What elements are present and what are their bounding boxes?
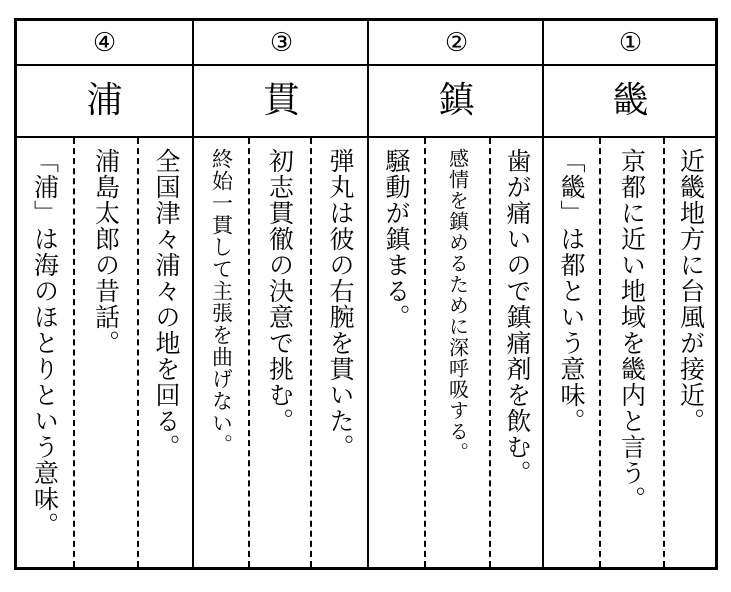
sentence-text: 初志貫徹の決意で挑む。 (265, 148, 295, 434)
sentence-column (248, 138, 310, 567)
sentence-column (489, 138, 544, 567)
section-number: ③ (194, 21, 369, 66)
section-number: ① (544, 21, 717, 66)
section-kanji: 浦 (17, 66, 192, 138)
sentence-text: 「浦」は海のほとりという意味。 (30, 148, 60, 538)
sentence-text: 騒動が鎮まる。 (382, 148, 411, 330)
sentence-text: 近畿地方に台風が接近。 (676, 148, 706, 434)
sentence-column (599, 138, 663, 567)
sentence-column (544, 138, 599, 567)
sentence-column (17, 138, 73, 567)
sentence-column (424, 138, 489, 567)
section-2 (367, 21, 544, 567)
section-kanji: 貫 (194, 66, 369, 138)
sentence-columns (544, 138, 717, 567)
sentence-text: 浦島太郎の昔話。 (91, 148, 121, 356)
sentence-text: 終始一貫して主張を曲げない。 (209, 148, 234, 456)
worksheet-table (14, 18, 718, 570)
sentence-columns (17, 138, 192, 567)
sentence-column (137, 138, 194, 567)
sentence-text: 全国津々浦々の地を回る。 (152, 148, 181, 460)
sentence-columns (194, 138, 369, 567)
sentence-text: 感情を鎮めるために深呼吸する。 (445, 148, 470, 463)
sentence-column (194, 138, 248, 567)
sentence-column (310, 138, 369, 567)
sentence-column (663, 138, 717, 567)
section-number: ④ (17, 21, 192, 66)
section-kanji: 鎮 (369, 66, 544, 138)
sentence-column (73, 138, 137, 567)
section-number: ② (369, 21, 544, 66)
sentence-text: 歯が痛いので鎮痛剤を飲む。 (503, 148, 532, 486)
sentence-text: 「畿」は都という意味。 (557, 148, 586, 434)
sentence-columns (369, 138, 544, 567)
sentence-text: 京都に近い地域を畿内と言う。 (617, 148, 647, 512)
section-3 (192, 21, 369, 567)
section-kanji: 畿 (544, 66, 717, 138)
section-1 (542, 21, 717, 567)
section-4 (17, 21, 192, 567)
sentence-text: 弾丸は彼の右腕を貫いた。 (326, 148, 355, 460)
sentence-column (369, 138, 424, 567)
